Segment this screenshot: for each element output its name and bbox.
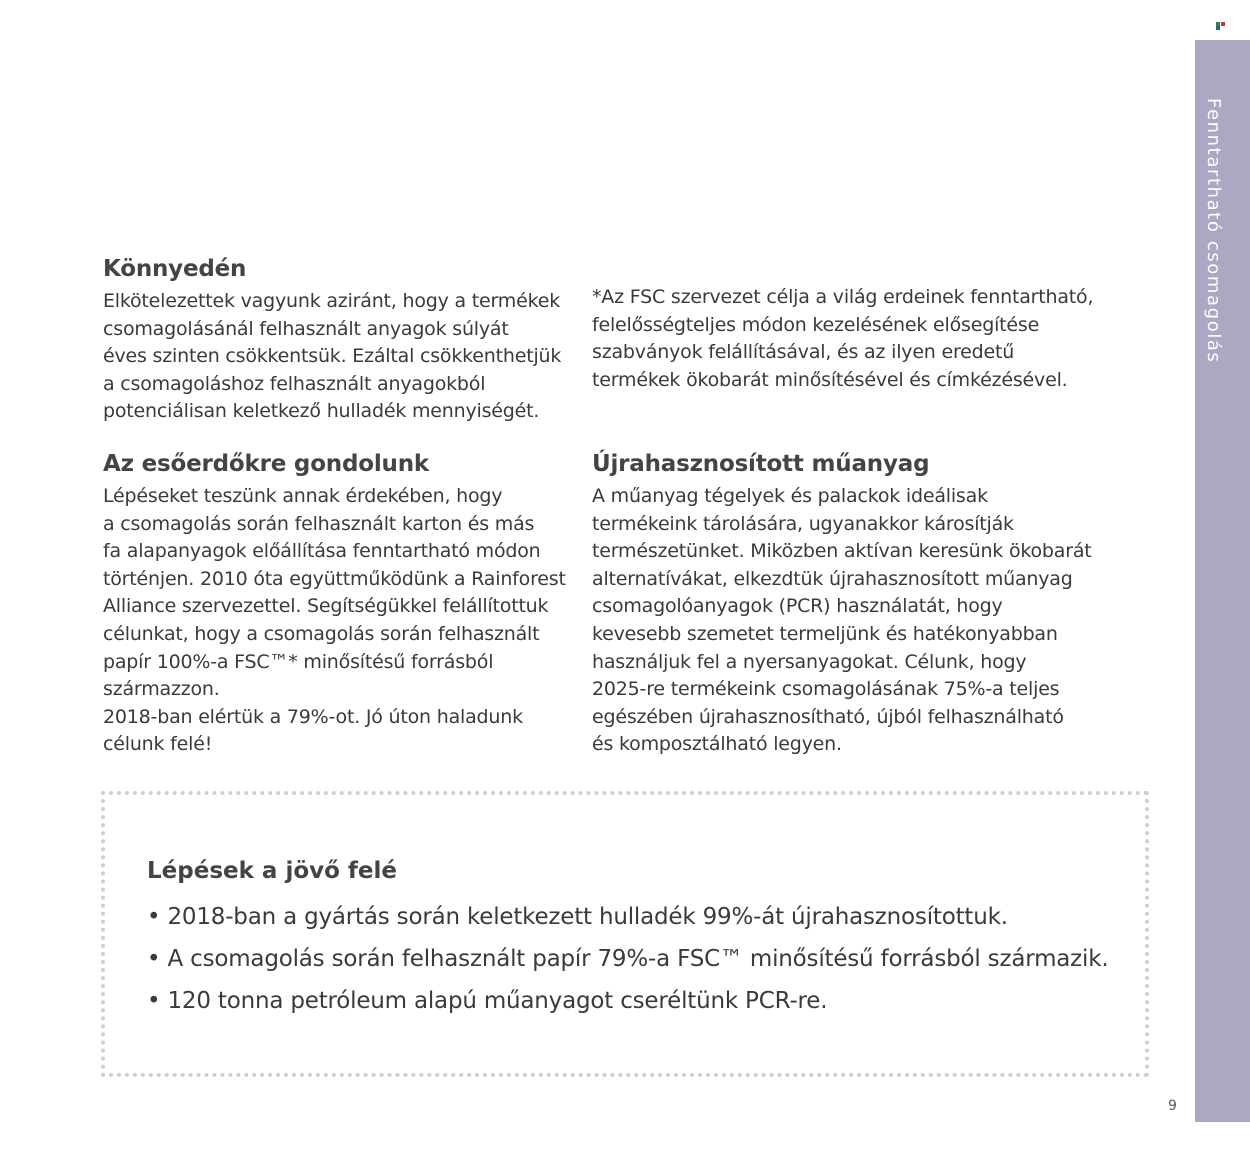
section-esoerdok	[103, 449, 593, 759]
section-body: Lépéseket teszünk annak érdekében, hogy a csomagolás során felhasznált karton és más fa alapanyagok előállítása fenntartható módon történjen. 2010 óta együttműködünk a Rainforest Alliance szervezettel. Segítségükkel felállítottuk célunkat, hogy a csomagolás során felhasznált papír 100%-a FSC™* minősítésű forrásból származzon. 2018-ban elértük a 79%-ot. Jó úton haladunk célunk felé!	[103, 485, 566, 756]
sidebar-tab-label: Fenntartható csomagolás	[1203, 98, 1224, 364]
footnote-text: *Az FSC szervezet célja a világ erdeinek fenntartható, felelősségteljes módon kezelésének elősegítése szabványok felállításával, és az ilyen eredetű termékek ökobarát minősítésével és címkézésével.	[592, 286, 1094, 391]
section-body: Elkötelezettek vagyunk aziránt, hogy a termékek csomagolásánál felhasznált anyagok súlyát éves szinten csökkentsük. Ezáltal csökkenthetjük a csomagoláshoz felhasznált anyagokból potenciálisan keletkező hulladék mennyiségét.	[103, 290, 562, 423]
corner-color-mark	[1216, 22, 1226, 30]
steps-title: Lépések a jövő felé	[147, 858, 398, 884]
section-konnyeden	[103, 254, 593, 426]
list-item: • 2018-ban a gyártás során keletkezett hulladék 99%-át újrahasznosítottuk.	[147, 904, 1008, 930]
section-title: Az esőerdőkre gondolunk	[103, 451, 429, 477]
fsc-footnote	[592, 284, 1172, 394]
section-title: Újrahasznosított műanyag	[592, 451, 930, 477]
section-body: A műanyag tégelyek és palackok ideálisak termékeink tárolására, ugyanakkor károsítják természetünket. Miközben aktívan keresünk ökobarát alternatívákat, elkezdtük újrahasznosított műanyag csomagolóanyagok (PCR) használatát, hogy kevesebb szemetet termeljünk és hatékonyabban használjuk fel a nyersanyagokat. Célunk, hogy 2025-re termékeink csomagolásának 75%-a teljes egészében újrahasznosítható, újból felhasználható és komposztálható legyen.	[592, 485, 1092, 756]
steps-list	[147, 896, 1108, 1022]
section-title: Könnyedén	[103, 256, 247, 282]
section-ujrahasznositott	[592, 449, 1172, 759]
list-item: • A csomagolás során felhasznált papír 79%-a FSC™ minősítésű forrásból származik.	[147, 946, 1109, 972]
page-number: 9	[1168, 1098, 1177, 1114]
list-item: • 120 tonna petróleum alapú műanyagot cseréltünk PCR-re.	[147, 988, 828, 1014]
